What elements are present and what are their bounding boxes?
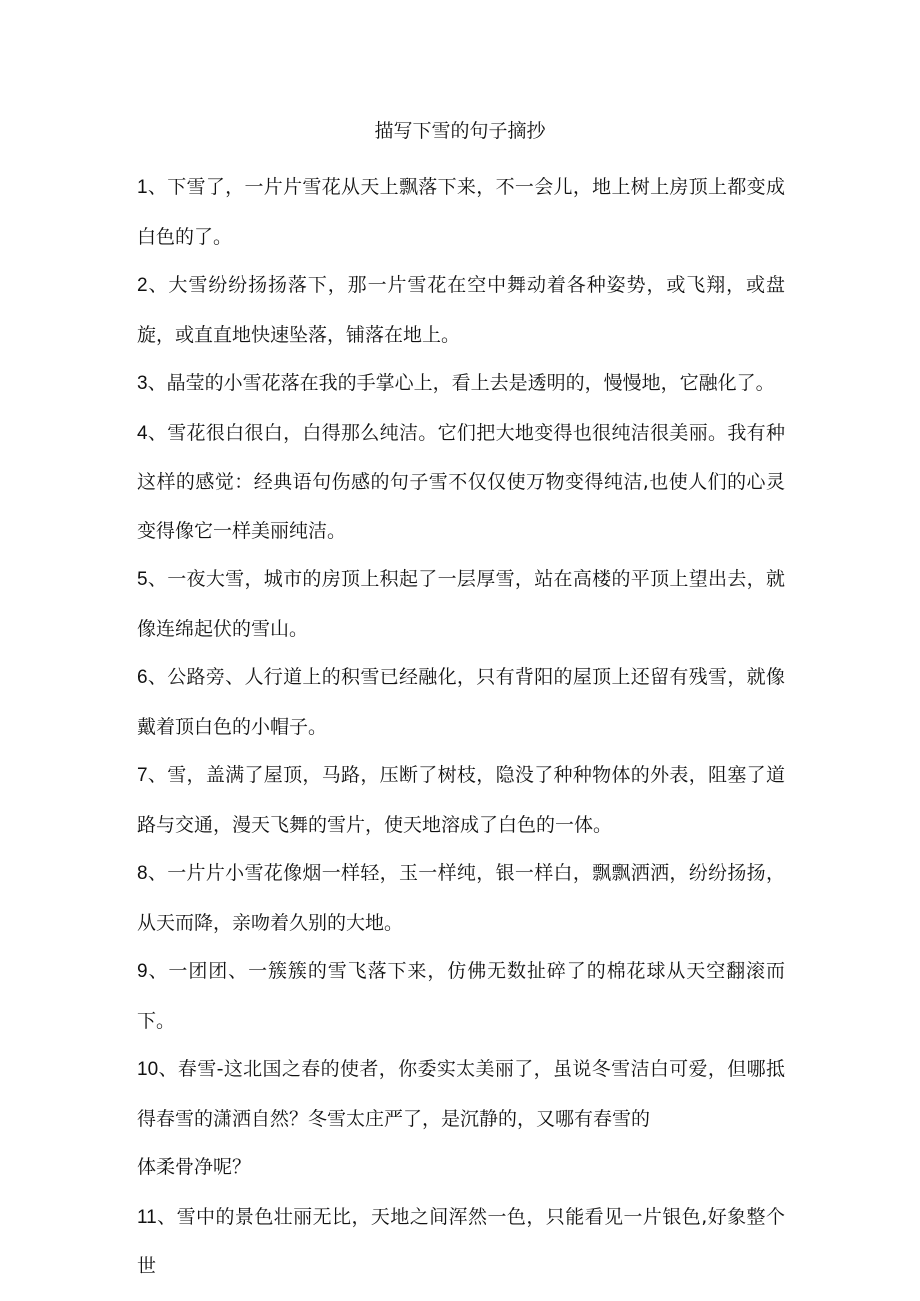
paragraph-number: 6、 bbox=[137, 667, 168, 688]
paragraph-11 bbox=[137, 1193, 785, 1291]
paragraph-number: 5、 bbox=[137, 569, 168, 590]
paragraph-text: 雪花很白很白，白得那么纯洁。它们把大地变得也很纯洁很美丽。我有种这样的感觉：经典语句伤感的句子雪不仅仅使万物变得纯洁,也使人们的心灵变得像它一样美丽纯洁。 bbox=[137, 421, 785, 542]
paragraph-text: 公路旁、人行道上的积雪已经融化，只有背阳的屋顶上还留有残雪，就像戴着顶白色的小帽子。 bbox=[137, 666, 785, 738]
paragraph-6 bbox=[137, 653, 785, 751]
paragraph-text: 一团团、一簇簇的雪飞落下来，仿佛无数扯碎了的棉花球从天空翻滚而下。 bbox=[137, 960, 785, 1032]
body-text bbox=[137, 163, 785, 1291]
paragraph-5 bbox=[137, 555, 785, 653]
paragraph-text: 晶莹的小雪花落在我的手掌心上，看上去是透明的，慢慢地，它融化了。 bbox=[166, 372, 775, 394]
paragraph-text: 雪，盖满了屋顶，马路，压断了树枝，隐没了种种物体的外表，阻塞了道路与交通，漫天飞舞的雪片，使天地溶成了白色的一体。 bbox=[137, 764, 785, 836]
paragraph-text: 下雪了，一片片雪花从天上飘落下来，不一会儿，地上树上房顶上都变成白色的了。 bbox=[137, 176, 785, 248]
paragraph-9 bbox=[137, 947, 785, 1045]
paragraph-text: 春雪-这北国之春的使者，你委实太美丽了，虽说冬雪洁白可爱，但哪抵得春雪的潇洒自然？冬雪太庄严了，是沉静的，又哪有春雪的 bbox=[137, 1058, 786, 1130]
paragraph-number: 7、 bbox=[137, 765, 168, 786]
paragraph-number: 2、 bbox=[137, 275, 169, 296]
paragraph-3 bbox=[137, 359, 785, 409]
paragraph-number: 10、 bbox=[137, 1059, 178, 1080]
paragraph-text: 一夜大雪，城市的房顶上积起了一层厚雪，站在高楼的平顶上望出去，就像连绵起伏的雪山。 bbox=[137, 568, 785, 640]
paragraph-7 bbox=[137, 751, 785, 849]
paragraph-text: 体柔骨净呢？ bbox=[137, 1156, 252, 1178]
paragraph-number: 3、 bbox=[137, 373, 167, 394]
paragraph-4 bbox=[137, 409, 785, 556]
paragraph-2 bbox=[137, 261, 785, 359]
paragraph-number: 4、 bbox=[137, 422, 168, 444]
paragraph-number: 1、 bbox=[137, 177, 168, 198]
paragraph-text: 雪中的景色壮丽无比，天地之间浑然一色，只能看见一片银色,好象整个世 bbox=[137, 1205, 785, 1277]
paragraph-1 bbox=[137, 163, 785, 261]
paragraph-number: 9、 bbox=[137, 961, 169, 982]
paragraph-text: 大雪纷纷扬扬落下，那一片雪花在空中舞动着各种姿势，或飞翔，或盘旋，或直直地快速坠落，铺落在地上。 bbox=[137, 274, 785, 346]
paragraph-number: 8、 bbox=[137, 863, 168, 884]
paragraph-10-continued bbox=[137, 1143, 785, 1193]
paragraph-10 bbox=[137, 1045, 785, 1143]
paragraph-8 bbox=[137, 849, 785, 947]
paragraph-number: 11、 bbox=[137, 1206, 177, 1228]
paragraph-text: 一片片小雪花像烟一样轻，玉一样纯，银一样白，飘飘洒洒，纷纷扬扬，从天而降，亲吻着久别的大地。 bbox=[137, 862, 785, 934]
page-title: 描写下雪的句子摘抄 bbox=[374, 120, 546, 142]
